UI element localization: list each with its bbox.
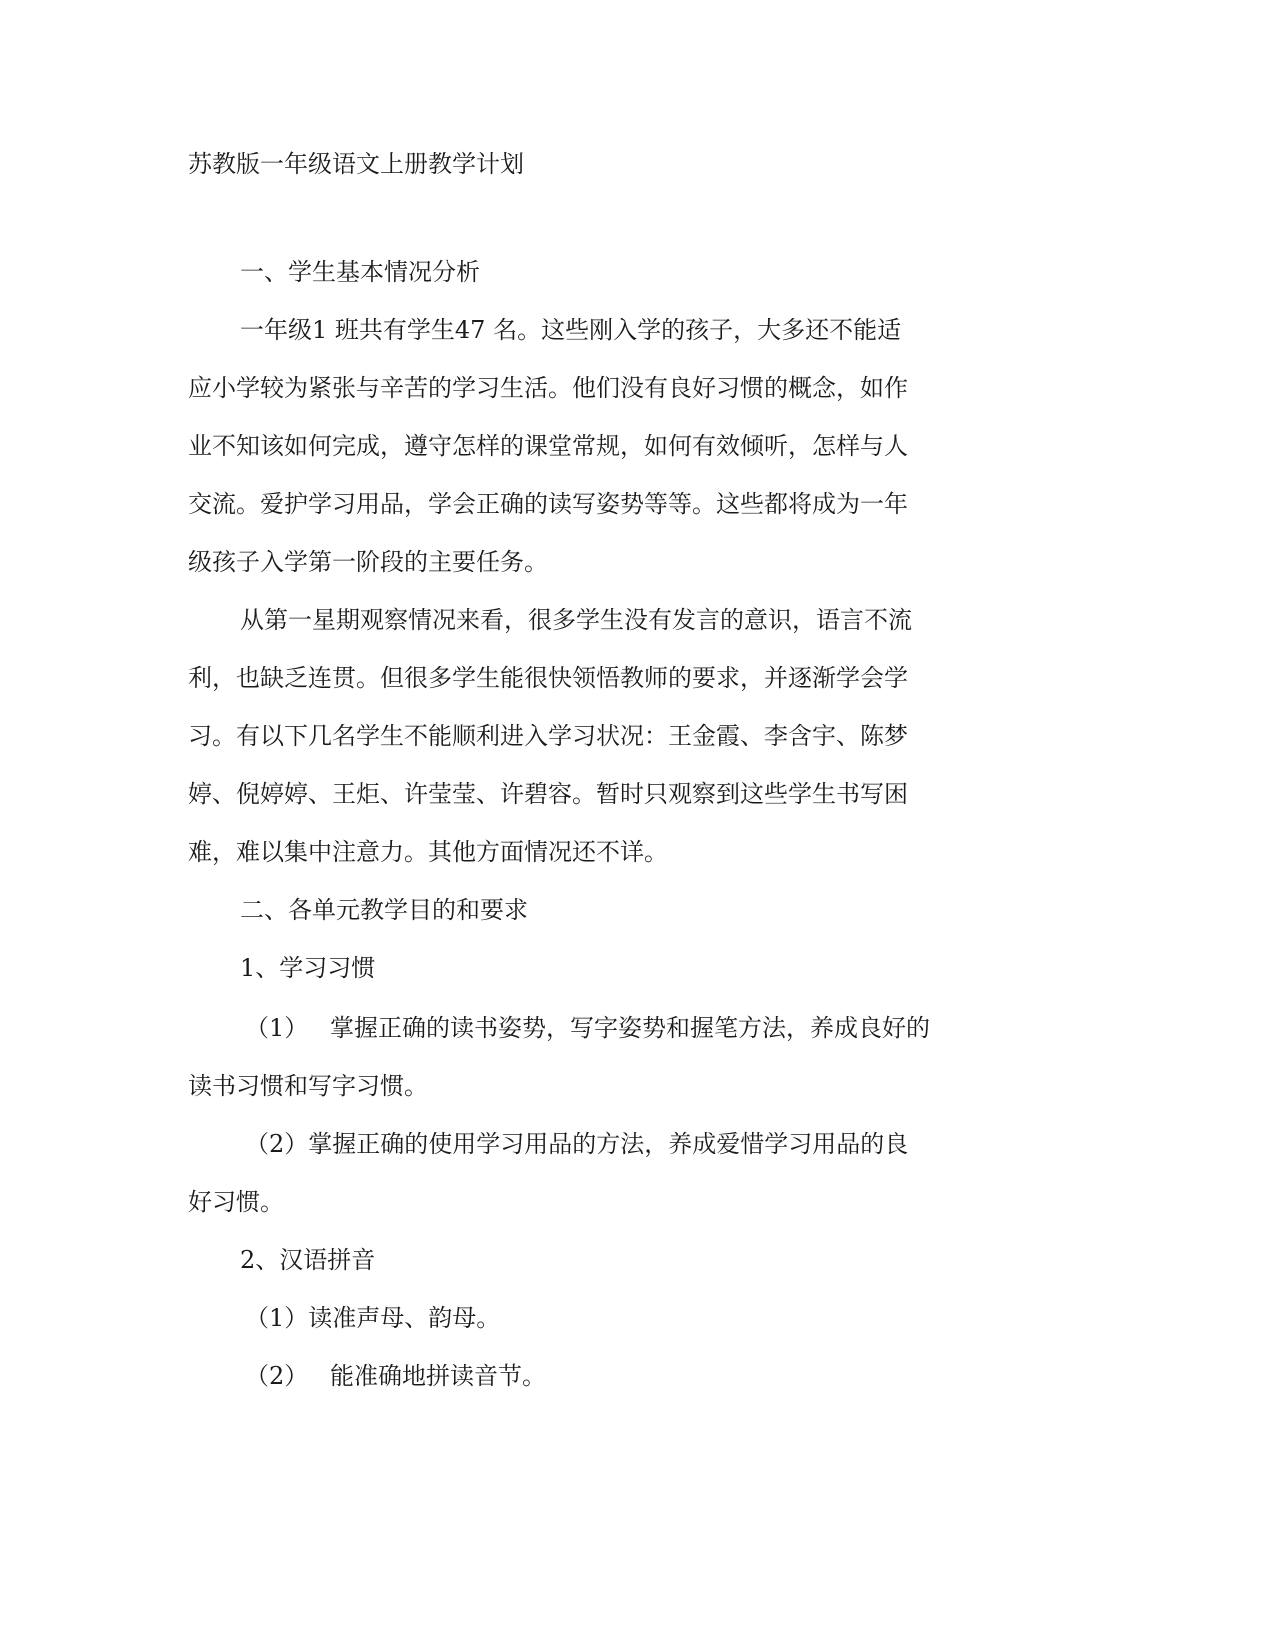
paragraph-line: 一年级1 班共有学生47 名。这些刚入学的孩子，大多还不能适 bbox=[240, 316, 902, 344]
list-item-number: （2） bbox=[245, 1362, 309, 1390]
paragraph-line: 好习惯。 bbox=[188, 1188, 284, 1216]
list-item-text: 能准确地拼读音节。 bbox=[330, 1362, 546, 1390]
list-item-number: （1） bbox=[245, 1014, 309, 1042]
paragraph-line: 读书习惯和写字习惯。 bbox=[188, 1072, 428, 1100]
paragraph-line: 应小学较为紧张与辛苦的学习生活。他们没有良好习惯的概念，如作 bbox=[188, 374, 908, 402]
list-item: （1）读准声母、韵母。 bbox=[245, 1304, 501, 1332]
section-heading-1: 一、学生基本情况分析 bbox=[240, 258, 480, 286]
document-title: 苏教版一年级语文上册教学计划 bbox=[188, 150, 524, 178]
list-item: （2）掌握正确的使用学习用品的方法，养成爱惜学习用品的良 bbox=[245, 1130, 909, 1158]
list-item-text: 掌握正确的读书姿势，写字姿势和握笔方法，养成良好的 bbox=[330, 1014, 930, 1042]
paragraph-line: 业不知该如何完成，遵守怎样的课堂常规，如何有效倾听，怎样与人 bbox=[188, 432, 908, 460]
paragraph-line: 难，难以集中注意力。其他方面情况还不详。 bbox=[188, 838, 668, 866]
section-heading-2: 二、各单元教学目的和要求 bbox=[240, 896, 528, 924]
paragraph-line: 级孩子入学第一阶段的主要任务。 bbox=[188, 548, 548, 576]
paragraph-line: 从第一星期观察情况来看，很多学生没有发言的意识，语言不流 bbox=[240, 606, 912, 634]
paragraph-line: 交流。爱护学习用品，学会正确的读写姿势等等。这些都将成为一年 bbox=[188, 490, 908, 518]
paragraph-line: 习。有以下几名学生不能顺利进入学习状况：王金霞、李含宇、陈梦 bbox=[188, 722, 908, 750]
subsection-heading: 1、学习习惯 bbox=[240, 954, 376, 982]
paragraph-line: 婷、倪婷婷、王炬、许莹莹、许碧容。暂时只观察到这些学生书写困 bbox=[188, 780, 908, 808]
subsection-heading: 2、汉语拼音 bbox=[240, 1246, 376, 1274]
paragraph-line: 利，也缺乏连贯。但很多学生能很快领悟教师的要求，并逐渐学会学 bbox=[188, 664, 908, 692]
